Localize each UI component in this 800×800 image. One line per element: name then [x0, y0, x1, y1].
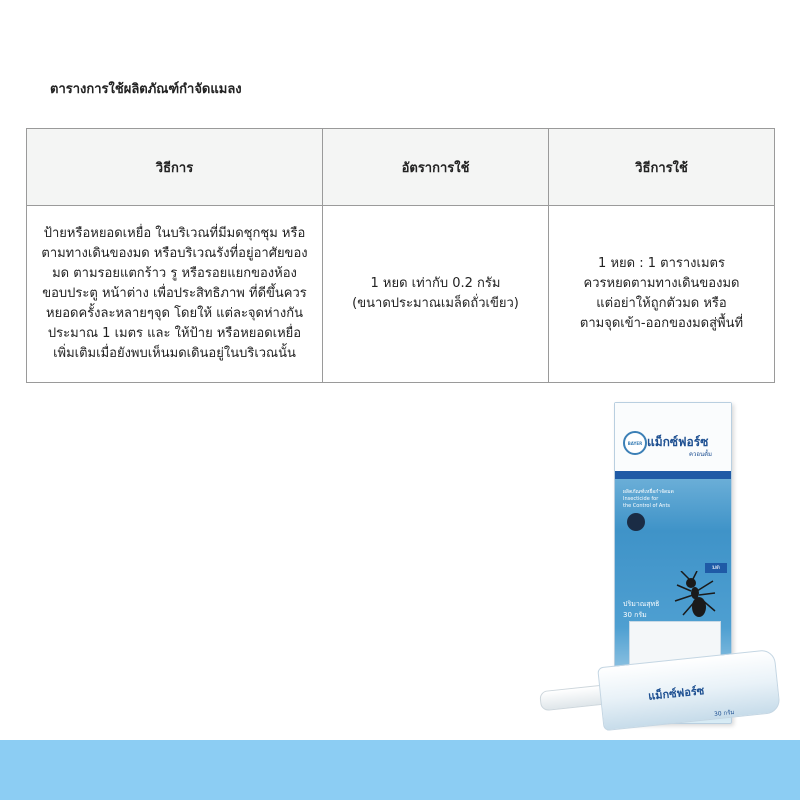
usage-line: 1 หยด : 1 ตารางเมตร — [598, 256, 725, 271]
tube-cap — [539, 685, 605, 712]
product-tube — [530, 658, 780, 720]
box-label — [623, 489, 674, 510]
box-label-line: the Control of Ants — [623, 503, 671, 509]
weight-value: 30 กรัม — [623, 611, 647, 619]
usage-line: แต่อย่าให้ถูกตัวมด หรือ — [596, 296, 727, 311]
usage-line: ตามจุดเข้า-ออกของมดสู่พื้นที่ — [579, 316, 744, 331]
bayer-logo-icon: BAYER — [623, 431, 647, 455]
rate-line: 1 หยด เท่ากับ 0.2 กรัม — [370, 276, 501, 291]
brand-name: แม็กซ์ฟอร์ซ — [647, 435, 709, 449]
method-line: เพิ่มเติมเมื่อยังพบเห็นมดเดินอยู่ในบริเวณนั้น — [53, 346, 296, 361]
rate-cell — [323, 206, 549, 383]
box-label-line: Insecticide for — [623, 496, 659, 502]
usage-line: ควรหยดตามทางเดินของมด — [583, 276, 740, 291]
method-line: มด ตามรอยแตกร้าว รู หรือรอยแยกของห้อง — [52, 266, 297, 281]
box-label-line: ผลิตภัณฑ์เหยื่อกำจัดมด — [623, 489, 674, 495]
seal-icon — [627, 513, 645, 531]
box-band — [615, 471, 731, 479]
method-cell — [27, 206, 323, 383]
column-header-rate: อัตราการใช้ — [323, 129, 549, 206]
page-title: ตารางการใช้ผลิตภัณฑ์กำจัดแมลง — [50, 82, 242, 97]
tube-brand-name: แม็กซ์ฟอร์ซ — [647, 684, 705, 703]
column-header-usage: วิธีการใช้ — [549, 129, 775, 206]
box-weight — [623, 599, 659, 621]
weight-label: ปริมาณสุทธิ — [623, 600, 660, 608]
table-header-row — [27, 129, 775, 206]
method-line: ป้ายหรือหยอดเหยื่อ ในบริเวณที่มีมดชุกชุม หรือ — [43, 226, 306, 241]
tube-weight: 30 กรัม — [713, 708, 735, 719]
ant-icon — [669, 571, 719, 621]
method-line: ตามทางเดินของมด หรือบริเวณรังที่อยู่อาศัยของ — [41, 246, 308, 261]
rate-line: (ขนาดประมาณเมล็ดถั่วเขียว) — [352, 296, 519, 311]
product-image — [530, 396, 780, 736]
column-header-method: วิธีการ — [27, 129, 323, 206]
table-row — [27, 206, 775, 383]
method-line: ขอบประตู หน้าต่าง เพื่อประสิทธิภาพ ที่ดีขึ้นควร — [42, 286, 307, 301]
usage-cell — [549, 206, 775, 383]
usage-table — [26, 128, 775, 383]
method-line: ประมาณ 1 เมตร และ ให้ป้าย หรือหยอดเหยื่อ — [47, 326, 302, 341]
bottom-band — [0, 740, 800, 800]
method-line: หยอดครั้งละหลายๆจุด โดยให้ แต่ละจุดห่างกัน — [46, 306, 303, 321]
ant-tag: มด — [705, 563, 727, 573]
brand-subname: ควอนตั้ม — [689, 451, 712, 458]
